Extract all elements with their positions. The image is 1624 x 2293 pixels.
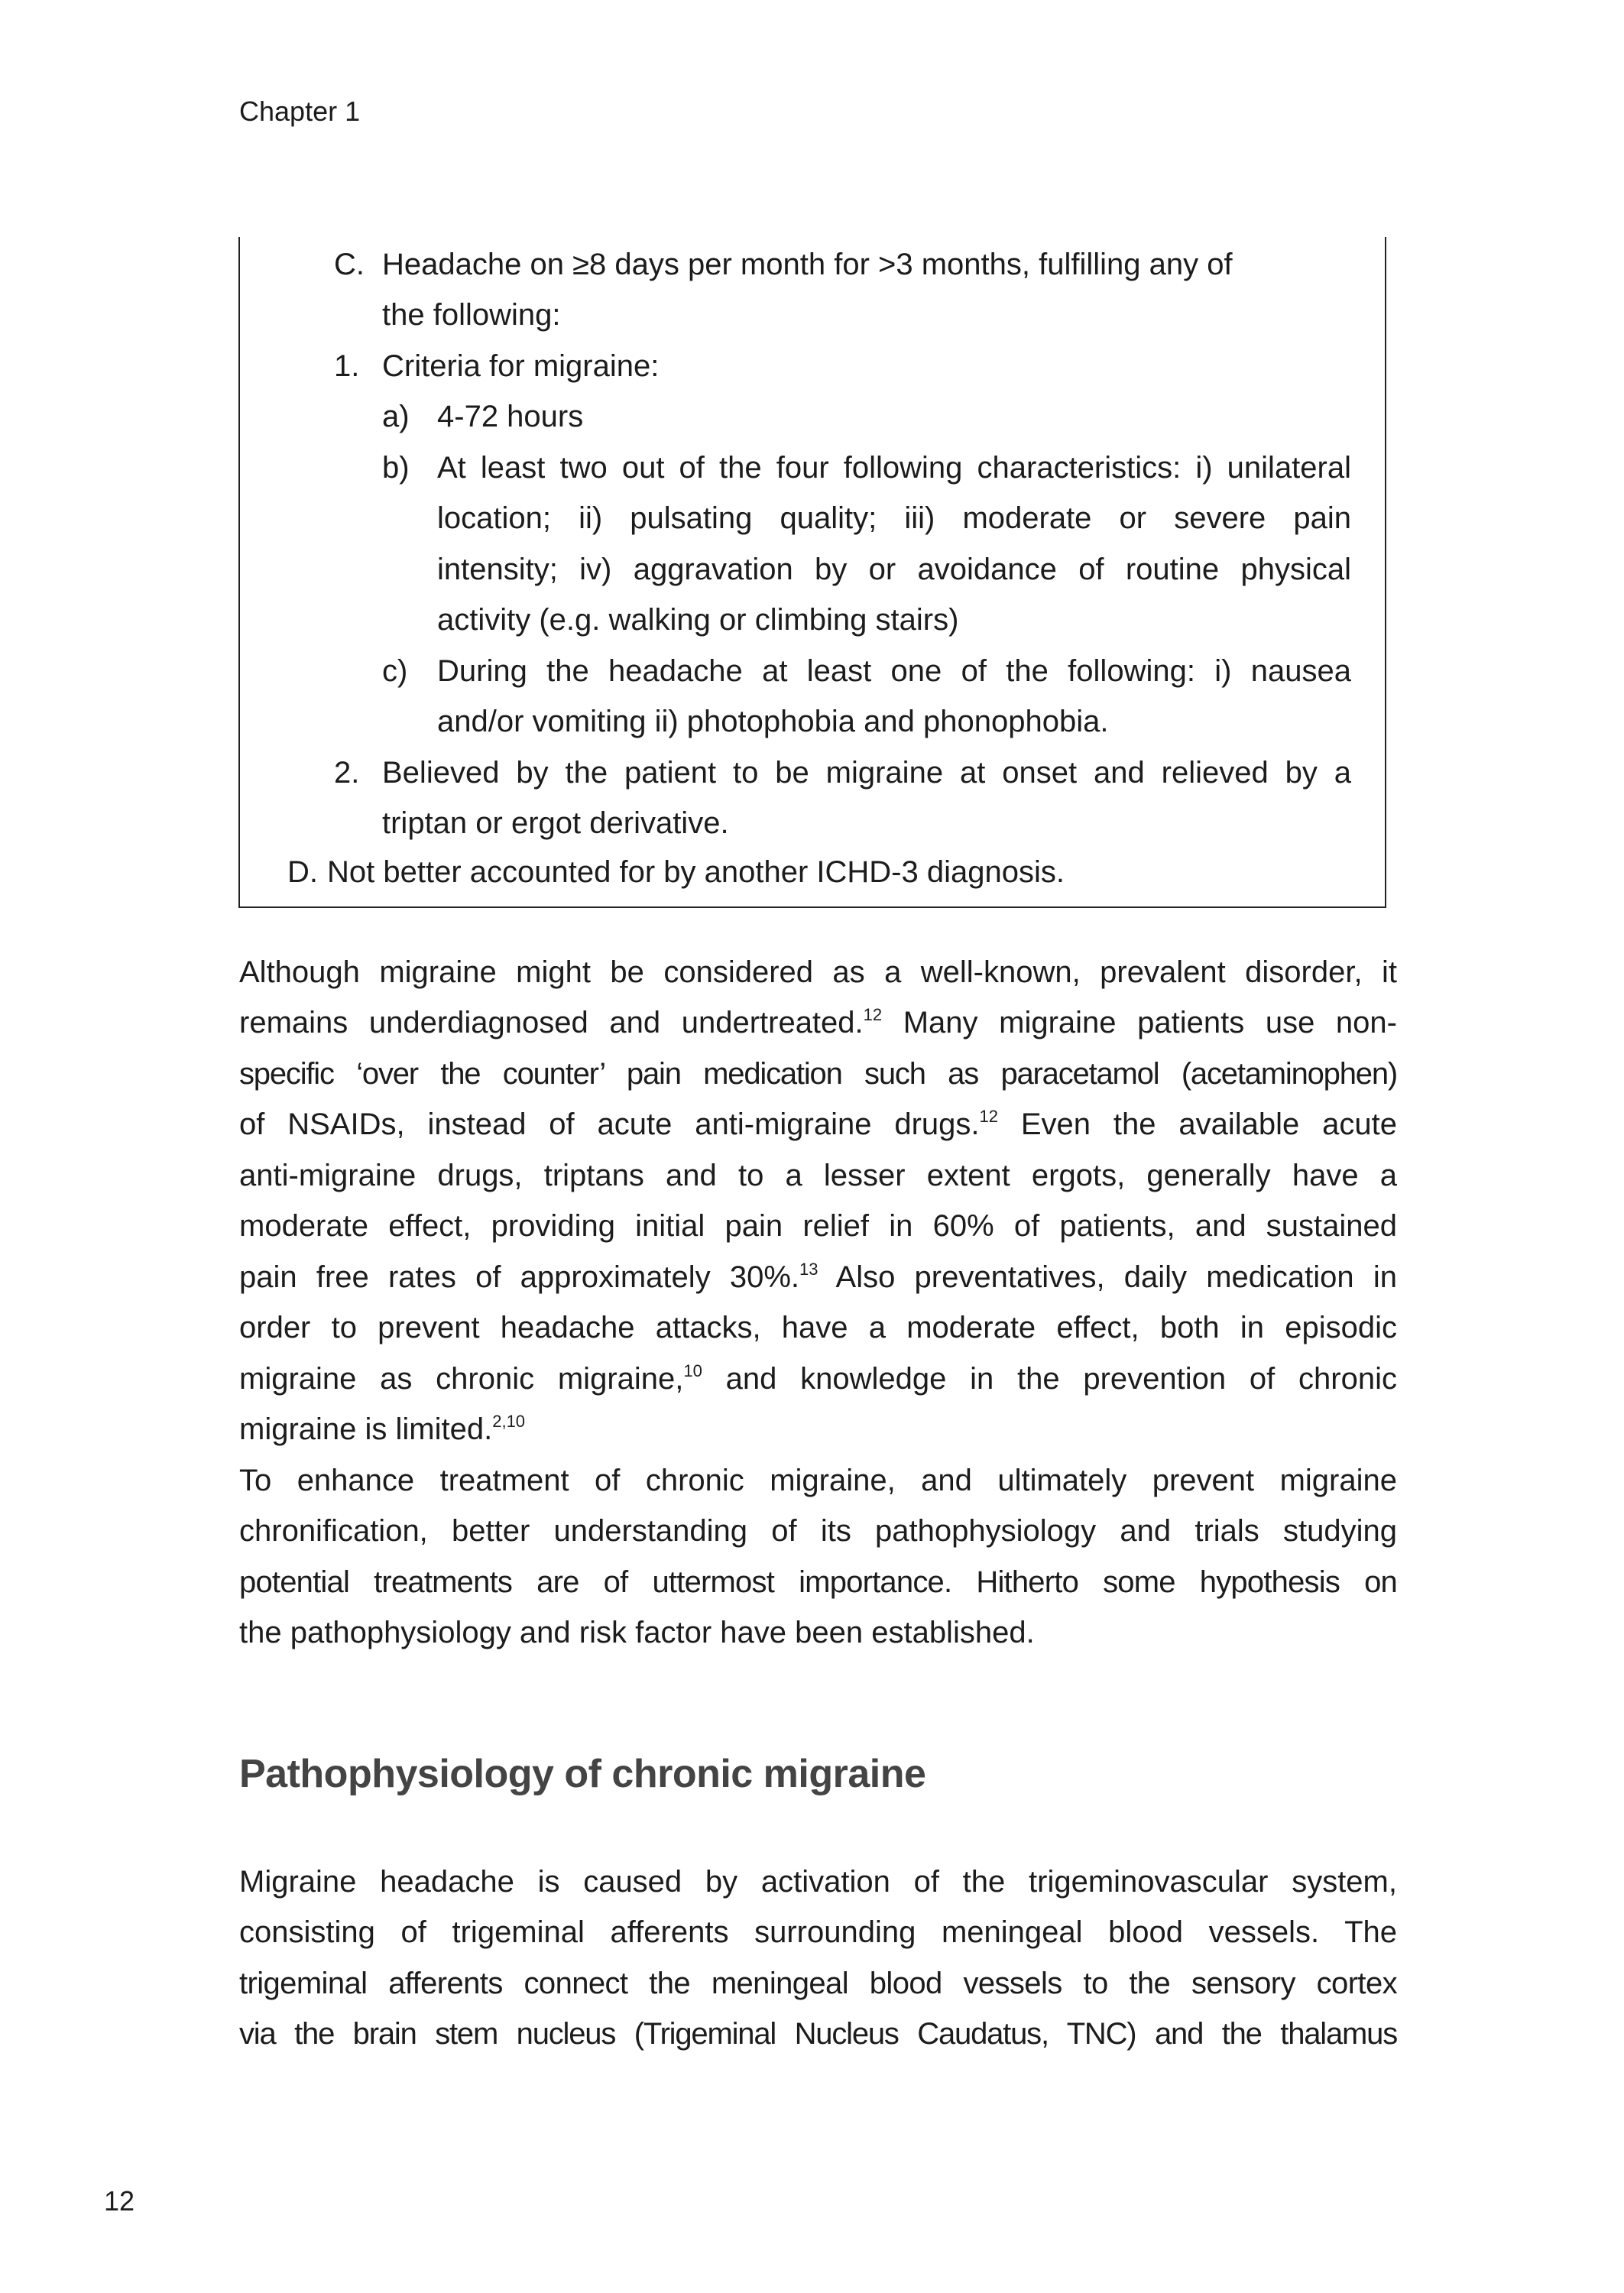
criterion-1b-label: b) bbox=[382, 451, 410, 485]
criterion-c-line: the following: bbox=[382, 298, 561, 332]
text: Many migraine patients use non- bbox=[882, 1006, 1397, 1039]
paragraph-line: the pathophysiology and risk factor have been established. bbox=[239, 1616, 1035, 1649]
criterion-1b-line: activity (e.g. walking or climbing stairs) bbox=[437, 603, 959, 637]
criterion-c-label: C. bbox=[334, 248, 365, 281]
criterion-1a-label: a) bbox=[382, 400, 410, 433]
criterion-1b-line: At least two out of the four following characteristics: i) unilateral bbox=[437, 451, 1351, 485]
criterion-1b-line: intensity; iv) aggravation by or avoidance of routine physical bbox=[437, 553, 1351, 586]
criterion-1-label: 1. bbox=[334, 349, 360, 383]
paragraph-line: specific ‘over the counter’ pain medication such as paracetamol (acetaminophen) bbox=[239, 1057, 1397, 1091]
criterion-1b-line: location; ii) pulsating quality; iii) moderate or severe pain bbox=[437, 501, 1351, 535]
text: pain free rates of approximately 30%. bbox=[239, 1260, 800, 1294]
paragraph-line bbox=[239, 1259, 1397, 1296]
citation: 13 bbox=[799, 1260, 818, 1279]
text: and knowledge in the prevention of chronic bbox=[702, 1362, 1397, 1396]
paragraph-line: trigeminal afferents connect the meningeal blood vessels to the sensory cortex bbox=[239, 1967, 1397, 2000]
citation: 12 bbox=[979, 1107, 998, 1126]
paragraph-line: Migraine headache is caused by activation of the trigeminovascular system, bbox=[239, 1865, 1397, 1899]
paragraph-line bbox=[239, 1411, 525, 1448]
text: of NSAIDs, instead of acute anti-migraine drugs. bbox=[239, 1108, 980, 1141]
paragraph-line bbox=[239, 1004, 1397, 1041]
section-heading: Pathophysiology of chronic migraine bbox=[239, 1752, 926, 1796]
paragraph-line: potential treatments are of uttermost importance. Hitherto some hypothesis on bbox=[239, 1565, 1397, 1599]
citation: 12 bbox=[863, 1005, 883, 1024]
text: migraine is limited. bbox=[239, 1412, 493, 1446]
paragraph-line: chronification, better understanding of its pathophysiology and trials studying bbox=[239, 1514, 1397, 1548]
criterion-2-line: Believed by the patient to be migraine at onset and relieved by a bbox=[382, 756, 1351, 790]
criterion-1-text: Criteria for migraine: bbox=[382, 349, 660, 383]
criterion-1c-line: and/or vomiting ii) photophobia and phonophobia. bbox=[437, 705, 1109, 738]
paragraph-line: consisting of trigeminal afferents surrounding meningeal blood vessels. The bbox=[239, 1915, 1397, 1949]
paragraph-line: To enhance treatment of chronic migraine, and ultimately prevent migraine bbox=[239, 1464, 1397, 1497]
text: Even the available acute bbox=[998, 1108, 1397, 1141]
criterion-d-text: Not better accounted for by another ICHD-3 diagnosis. bbox=[327, 855, 1065, 889]
paragraph-line: via the brain stem nucleus (Trigeminal Nucleus Caudatus, TNC) and the thalamus bbox=[239, 2017, 1397, 2051]
criterion-c-line: Headache on ≥8 days per month for >3 months, fulfilling any of bbox=[382, 248, 1233, 281]
text: remains underdiagnosed and undertreated. bbox=[239, 1006, 864, 1039]
paragraph-line: anti-migraine drugs, triptans and to a lesser extent ergots, generally have a bbox=[239, 1159, 1397, 1192]
criterion-1a-text: 4-72 hours bbox=[437, 400, 584, 433]
criterion-2-line: triptan or ergot derivative. bbox=[382, 806, 729, 840]
paragraph-line bbox=[239, 1106, 1397, 1143]
criterion-2-label: 2. bbox=[334, 756, 360, 790]
criterion-d-label: D. bbox=[287, 855, 318, 889]
criterion-1c-label: c) bbox=[382, 654, 408, 688]
page-number: 12 bbox=[104, 2185, 135, 2217]
text: migraine as chronic migraine, bbox=[239, 1362, 684, 1396]
paragraph-line bbox=[239, 1361, 1397, 1397]
paragraph-line: moderate effect, providing initial pain relief in 60% of patients, and sustained bbox=[239, 1209, 1397, 1243]
criterion-1c-line: During the headache at least one of the following: i) nausea bbox=[437, 654, 1351, 688]
running-head: Chapter 1 bbox=[239, 96, 361, 127]
text: Also preventatives, daily medication in bbox=[818, 1260, 1397, 1294]
citation: 2,10 bbox=[492, 1412, 526, 1431]
citation: 10 bbox=[683, 1361, 702, 1380]
paragraph-line: Although migraine might be considered as a well-known, prevalent disorder, it bbox=[239, 955, 1397, 989]
paragraph-line: order to prevent headache attacks, have a moderate effect, both in episodic bbox=[239, 1311, 1397, 1344]
